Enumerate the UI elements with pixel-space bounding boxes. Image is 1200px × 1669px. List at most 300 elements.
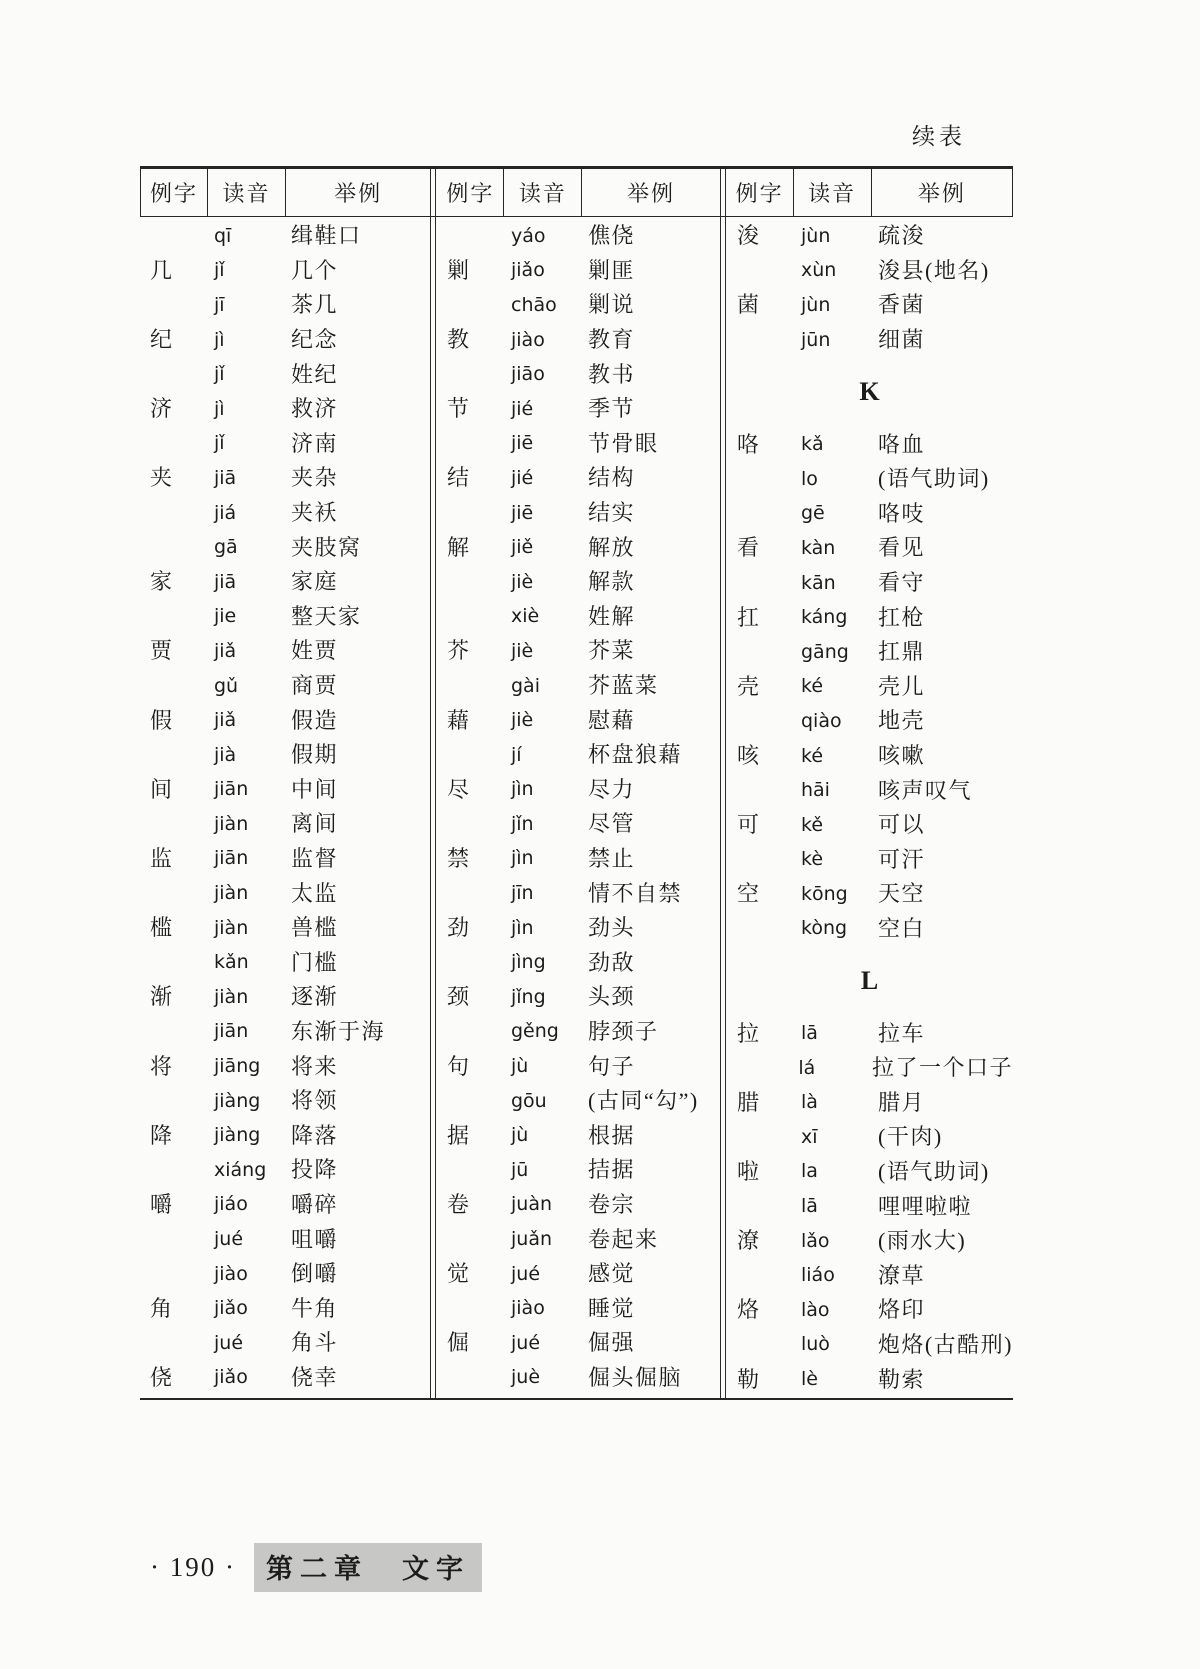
pinyin-cell: xiáng [214, 1158, 267, 1181]
example-cell: 解放 [588, 534, 636, 560]
pinyin-cell: jiǎ [214, 639, 237, 662]
example-cell: 夹杂 [291, 465, 339, 491]
char-cell: 间 [150, 776, 173, 802]
example-cell: 假造 [291, 707, 339, 733]
table-column-group-3 [727, 219, 1013, 1397]
example-cell: 咯血 [878, 431, 926, 457]
example-cell: 尽管 [588, 811, 636, 837]
example-cell: 倔强 [588, 1330, 636, 1356]
header-cell-example: 举例 [285, 169, 430, 216]
table-row [437, 1326, 720, 1361]
pinyin-cell: kòng [801, 917, 848, 940]
continued-table-label: 续表 [912, 124, 966, 149]
table-row [437, 254, 720, 289]
example-cell: 解款 [588, 569, 636, 595]
pinyin-cell: la [801, 1160, 818, 1183]
chapter-title-highlight: 第二章 文字 [254, 1543, 482, 1592]
example-cell: 扛枪 [878, 604, 926, 630]
pinyin-cell: jiā [214, 466, 237, 489]
table-row [437, 530, 720, 565]
table-row [727, 254, 1013, 289]
example-cell: (古同“勾”) [588, 1088, 699, 1114]
table-row [140, 1118, 430, 1153]
page-number: · 190 · [150, 1552, 236, 1582]
pinyin-cell: jiè [511, 709, 534, 732]
example-cell: 教书 [588, 361, 636, 387]
pinyin-cell: liáo [801, 1264, 835, 1287]
pinyin-cell: jiān [214, 847, 249, 870]
pinyin-cell: hāi [801, 779, 830, 802]
table-row [437, 288, 720, 323]
pinyin-cell: jūn [801, 328, 831, 351]
example-cell: (雨水大) [878, 1228, 967, 1254]
example-cell: 脖颈子 [588, 1018, 659, 1044]
char-cell: 看 [737, 535, 760, 561]
header-cell-char: 例字 [735, 181, 784, 206]
table-row [437, 1188, 720, 1223]
pinyin-cell: jié [511, 466, 534, 489]
pinyin-cell: gā [214, 536, 238, 559]
table-row [437, 703, 720, 738]
table-row [727, 462, 1013, 497]
table-row [437, 1257, 720, 1292]
table-row [727, 1051, 1013, 1086]
char-cell: 劲 [447, 915, 470, 941]
char-cell: 扛 [737, 604, 760, 630]
table-row [727, 566, 1013, 601]
example-cell: 剿说 [588, 292, 636, 318]
table-row [140, 1188, 430, 1223]
table-row [727, 1189, 1013, 1224]
table-row [140, 427, 430, 462]
table-row [727, 1120, 1013, 1155]
example-cell: 嚼碎 [291, 1191, 339, 1217]
char-cell: 侥 [150, 1364, 173, 1390]
table-row [437, 911, 720, 946]
example-cell: 投降 [291, 1157, 339, 1183]
example-cell: 天空 [878, 881, 926, 907]
table-row [140, 357, 430, 392]
example-cell: 卷宗 [588, 1191, 636, 1217]
table-row [727, 219, 1013, 254]
pinyin-cell: jǐ [214, 363, 225, 386]
table-row [437, 876, 720, 911]
table-row [727, 1155, 1013, 1190]
example-cell: 家庭 [291, 569, 339, 595]
char-cell: 芥 [447, 638, 470, 664]
table-row [140, 634, 430, 669]
example-cell: 缉鞋口 [291, 223, 362, 249]
pinyin-cell: xī [801, 1125, 818, 1148]
pinyin-cell: ké [801, 675, 824, 698]
initial-letter-section-heading: K [859, 377, 881, 407]
table-row [437, 945, 720, 980]
example-cell: (语气助词) [878, 1158, 990, 1184]
pinyin-cell: lā [801, 1195, 818, 1218]
char-cell: 烙 [737, 1297, 760, 1323]
pinyin-cell: ké [801, 744, 824, 767]
group-1-header [141, 169, 430, 216]
pinyin-cell: gāng [801, 640, 849, 663]
pinyin-cell: kān [801, 571, 836, 594]
table-row [437, 323, 720, 358]
example-cell: 太监 [291, 880, 339, 906]
table-row [437, 427, 720, 462]
example-cell: 看见 [878, 535, 926, 561]
pinyin-cell: jì [214, 328, 225, 351]
table-row [140, 911, 430, 946]
table-row [437, 600, 720, 635]
table-row [437, 565, 720, 600]
example-cell: 姓纪 [291, 361, 339, 387]
example-cell: 潦草 [878, 1262, 926, 1288]
table-row [727, 1258, 1013, 1293]
table-row [140, 254, 430, 289]
pinyin-cell: gē [801, 502, 825, 525]
table-row [437, 219, 720, 254]
example-cell: 剿匪 [588, 257, 636, 283]
example-cell: 中间 [291, 776, 339, 802]
table-row [140, 530, 430, 565]
example-cell: 拉了一个口子 [871, 1055, 1013, 1081]
example-cell: 结构 [588, 465, 636, 491]
initial-letter-section-heading: L [860, 966, 880, 996]
pinyin-cell: kàn [801, 536, 836, 559]
pinyin-cell: jǐ [214, 259, 225, 282]
example-cell: 夹袄 [291, 500, 339, 526]
example-cell: 监督 [291, 845, 339, 871]
pinyin-cell: juè [511, 1366, 541, 1389]
char-cell: 嚼 [150, 1191, 173, 1217]
table-row [437, 1222, 720, 1257]
example-cell: 可汗 [878, 846, 926, 872]
table-row [140, 1361, 430, 1396]
pinyin-cell: jǐn [511, 812, 534, 835]
example-cell: 咳嗽 [878, 743, 926, 769]
char-cell: 假 [150, 707, 173, 733]
pinyin-cell: jiào [511, 328, 545, 351]
char-cell: 藉 [447, 707, 470, 733]
table-row [727, 1328, 1013, 1363]
table-row [727, 600, 1013, 635]
char-cell: 家 [150, 569, 173, 595]
pinyin-cell: jiàng [214, 1124, 261, 1147]
char-cell: 咯 [737, 431, 760, 457]
example-cell: 空白 [878, 915, 926, 941]
table-row [140, 669, 430, 704]
example-cell: 睡觉 [588, 1295, 636, 1321]
example-cell: 炮烙(古酷刑) [877, 1331, 1013, 1357]
char-cell: 降 [150, 1122, 173, 1148]
example-cell: 感觉 [588, 1261, 636, 1287]
table-row [140, 807, 430, 842]
table-row [140, 600, 430, 635]
example-cell: 看守 [878, 570, 926, 596]
example-cell: 拉车 [878, 1020, 926, 1046]
header-cell-example: 举例 [871, 169, 1012, 216]
pinyin-cell: lá [798, 1056, 816, 1079]
char-cell: 咳 [737, 743, 760, 769]
example-cell: 逐渐 [291, 984, 339, 1010]
example-cell: 假期 [291, 742, 339, 768]
table-row [437, 773, 720, 808]
pinyin-cell: jiān [214, 1020, 249, 1043]
example-cell: 姓解 [588, 603, 636, 629]
pinyin-cell: jiǎo [214, 1297, 248, 1320]
char-cell: 浚 [737, 223, 760, 249]
pinyin-cell: jiān [214, 778, 249, 801]
pinyin-cell: kōng [801, 882, 848, 905]
char-cell: 空 [737, 881, 760, 907]
table-row [437, 669, 720, 704]
example-cell: 疏浚 [878, 223, 926, 249]
pinyin-cell: lo [801, 467, 818, 490]
example-cell: 牛角 [291, 1295, 339, 1321]
char-cell: 菌 [737, 292, 760, 318]
example-cell: (干肉) [878, 1124, 943, 1150]
example-cell: 香菌 [878, 292, 926, 318]
header-cell-pinyin: 读音 [793, 169, 871, 216]
char-cell: 啦 [737, 1158, 760, 1184]
char-cell: 句 [447, 1053, 470, 1079]
pinyin-cell: lào [801, 1298, 830, 1321]
example-cell: 杯盘狼藉 [588, 742, 683, 768]
table-row [437, 738, 720, 773]
table-row [140, 842, 430, 877]
header-cell-pinyin: 读音 [207, 169, 285, 216]
table-row [727, 843, 1013, 878]
pinyin-cell: jìn [511, 778, 534, 801]
table-row [140, 1291, 430, 1326]
table-header-row [140, 169, 1013, 217]
pinyin-cell: jué [214, 1331, 244, 1354]
pinyin-cell: kǎ [801, 433, 824, 456]
pinyin-cell: jì [214, 397, 225, 420]
pinyin-cell: jīn [511, 882, 534, 905]
char-cell: 将 [150, 1053, 173, 1079]
table-row [140, 461, 430, 496]
example-cell: 东渐于海 [291, 1018, 386, 1044]
table-row [727, 670, 1013, 705]
pinyin-cell: jùn [801, 224, 831, 247]
pinyin-cell: jiē [511, 501, 534, 524]
pinyin-cell: jiè [511, 570, 534, 593]
example-cell: 茶几 [291, 292, 339, 318]
char-cell: 潦 [737, 1228, 760, 1254]
pinyin-cell: jiàng [214, 1089, 261, 1112]
pinyin-cell: jie [214, 605, 237, 628]
char-cell: 监 [150, 845, 173, 871]
table-row [140, 1049, 430, 1084]
example-cell: 救济 [291, 396, 339, 422]
char-cell: 槛 [150, 915, 173, 941]
table-row [727, 1224, 1013, 1259]
column-separator [430, 169, 436, 1398]
pinyin-cell: juǎn [511, 1228, 553, 1251]
pinyin-cell: juàn [511, 1193, 553, 1216]
table-row [727, 323, 1013, 358]
table-row [140, 565, 430, 600]
pinyin-cell: yáo [511, 224, 546, 247]
table-row [437, 461, 720, 496]
table-row [727, 704, 1013, 739]
pinyin-cell: káng [801, 606, 848, 629]
example-cell: 纪念 [291, 327, 339, 353]
example-cell: 烙印 [878, 1297, 926, 1323]
example-cell: 几个 [291, 257, 339, 283]
example-cell: 将领 [291, 1088, 339, 1114]
example-cell: 整天家 [291, 603, 362, 629]
table-row [140, 392, 430, 427]
pinyin-cell: jiàn [214, 916, 249, 939]
table-row [140, 1084, 430, 1119]
table-row [727, 497, 1013, 532]
char-cell: 禁 [447, 845, 470, 871]
pinyin-cell: jià [214, 743, 237, 766]
example-cell: 咀嚼 [291, 1226, 339, 1252]
example-cell: 尽力 [588, 776, 636, 802]
example-cell: 教育 [588, 327, 636, 353]
table-row [437, 357, 720, 392]
table-row [140, 1326, 430, 1361]
example-cell: 根据 [588, 1122, 636, 1148]
example-cell: 僬侥 [588, 223, 636, 249]
header-cell-char: 例字 [149, 181, 198, 206]
pinyin-cell: jué [511, 1331, 541, 1354]
pinyin-cell: xiè [511, 605, 540, 628]
table-row [437, 496, 720, 531]
pinyin-cell: jiā [214, 570, 237, 593]
example-cell: 侥幸 [291, 1364, 339, 1390]
header-cell-example: 举例 [581, 169, 719, 216]
table-row [140, 1015, 430, 1050]
example-cell: (语气助词) [878, 466, 990, 492]
char-cell: 济 [150, 396, 173, 422]
table-row [140, 288, 430, 323]
char-cell: 尽 [447, 776, 470, 802]
char-cell: 拉 [737, 1020, 760, 1046]
table-body [140, 217, 1013, 1397]
table-row [140, 773, 430, 808]
char-cell: 纪 [150, 327, 173, 353]
table-row [727, 1016, 1013, 1051]
table-row [727, 877, 1013, 912]
table-row [140, 1222, 430, 1257]
table-row [727, 808, 1013, 843]
table-row [437, 1361, 720, 1396]
char-cell: 可 [737, 812, 760, 838]
page-footer [150, 1543, 482, 1592]
example-cell: 季节 [588, 396, 636, 422]
polyphone-table [140, 166, 1013, 1400]
pinyin-cell: jué [511, 1262, 541, 1285]
pinyin-cell: jiáo [214, 1193, 248, 1216]
example-cell: 细菌 [878, 327, 926, 353]
example-cell: 兽槛 [291, 915, 339, 941]
char-cell: 倔 [447, 1330, 470, 1356]
table-row [140, 1153, 430, 1188]
example-cell: 将来 [291, 1053, 339, 1079]
table-row [727, 773, 1013, 808]
table-row [437, 1049, 720, 1084]
pinyin-cell: jiào [214, 1262, 248, 1285]
char-cell: 觉 [447, 1261, 470, 1287]
pinyin-cell: qiào [801, 709, 842, 732]
group-3-header [727, 169, 1012, 216]
table-row [437, 634, 720, 669]
pinyin-cell: jī [214, 293, 225, 316]
table-row [437, 1084, 720, 1119]
char-cell: 剿 [447, 257, 470, 283]
example-cell: 结实 [588, 500, 636, 526]
table-row [437, 842, 720, 877]
pinyin-cell: xùn [801, 259, 837, 282]
table-row [727, 912, 1013, 947]
example-cell: 门槛 [291, 949, 339, 975]
table-row [727, 1362, 1013, 1397]
header-cell-pinyin: 读音 [503, 169, 581, 216]
example-cell: 壳儿 [878, 673, 926, 699]
table-row [727, 531, 1013, 566]
pinyin-cell: là [801, 1091, 818, 1114]
table-row [727, 635, 1013, 670]
header-cell-char: 例字 [446, 181, 495, 206]
pinyin-cell: kě [801, 813, 824, 836]
pinyin-cell: chāo [511, 293, 557, 316]
example-cell: 济南 [291, 430, 339, 456]
pinyin-cell: jiě [511, 536, 534, 559]
pinyin-cell: jiá [214, 501, 237, 524]
char-cell: 几 [150, 257, 173, 283]
pinyin-cell: kè [801, 848, 824, 871]
pinyin-cell: kǎn [214, 951, 249, 974]
example-cell: 禁止 [588, 845, 636, 871]
example-cell: 腊月 [878, 1089, 926, 1115]
char-cell: 贾 [150, 638, 173, 664]
example-cell: 芥菜 [588, 638, 636, 664]
pinyin-cell: jù [511, 1055, 529, 1078]
example-cell: 扛鼎 [878, 639, 926, 665]
pinyin-cell: jǐng [511, 985, 546, 1008]
example-cell: 哩哩啦啦 [878, 1193, 973, 1219]
pinyin-cell: jìn [511, 916, 534, 939]
pinyin-cell: gǔ [214, 674, 239, 697]
pinyin-cell: jiàn [214, 882, 249, 905]
char-cell: 颈 [447, 984, 470, 1010]
table-row [727, 1293, 1013, 1328]
example-cell: 可以 [878, 812, 926, 838]
table-row [437, 1291, 720, 1326]
pinyin-cell: jiào [511, 1297, 545, 1320]
pinyin-cell: luò [800, 1333, 830, 1356]
table-row [140, 945, 430, 980]
example-cell: 情不自禁 [588, 880, 683, 906]
table-row [140, 876, 430, 911]
char-cell: 夹 [150, 465, 173, 491]
char-cell: 据 [447, 1122, 470, 1148]
table-row [437, 392, 720, 427]
char-cell: 腊 [737, 1089, 760, 1115]
example-cell: 商贾 [291, 673, 339, 699]
table-column-group-2 [437, 219, 720, 1397]
char-cell: 节 [447, 396, 470, 422]
example-cell: 倔头倔脑 [588, 1364, 683, 1390]
pinyin-cell: gěng [511, 1020, 559, 1043]
table-row [140, 703, 430, 738]
table-row [140, 323, 430, 358]
table-row [727, 288, 1013, 323]
group-2-header [437, 169, 719, 216]
